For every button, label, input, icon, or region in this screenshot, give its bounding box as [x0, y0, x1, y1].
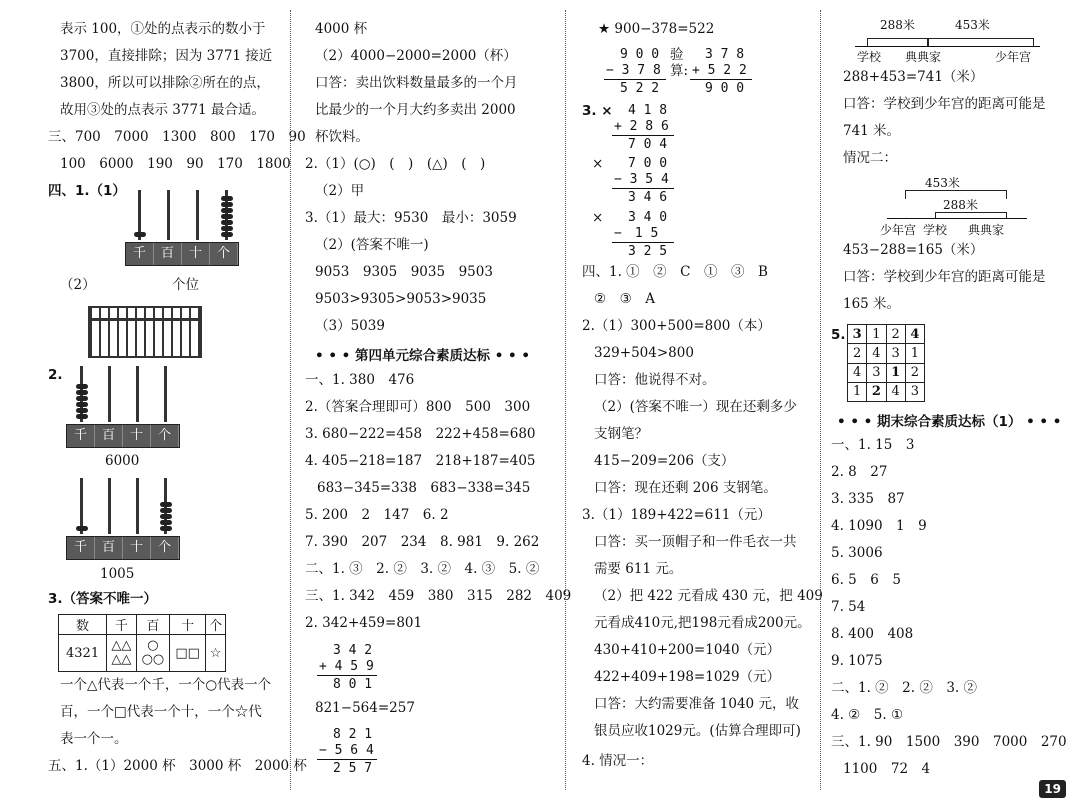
- text-line: 3700，直接排除；因为 3771 接近: [60, 48, 273, 64]
- text-line: （2）: [60, 277, 96, 293]
- text-line: 6. 5 6 5: [831, 572, 901, 588]
- text-line: 元看成410元,把198元看成200元。: [594, 615, 811, 631]
- abacus-label: 千: [67, 425, 95, 447]
- calc-row: − 1 5: [614, 226, 659, 241]
- column-3: [570, 0, 823, 810]
- calc-row: 3 2 5: [628, 244, 668, 259]
- text-line: 7. 390 207 234 8. 981 9. 262: [305, 534, 540, 550]
- text-line: 2.（1）(○) ( ) (△) ( ): [305, 156, 486, 172]
- calc-row: 3 4 0: [628, 210, 668, 225]
- text-line: 2. 342+459=801: [305, 615, 423, 631]
- calc-row: 3 4 2: [333, 643, 373, 658]
- grid-cell: 1: [905, 344, 924, 363]
- text-line: 一、1. 15 3: [831, 437, 915, 453]
- section-title: 第四单元综合素质达标: [355, 348, 490, 364]
- text-line: 四、1. ① ② C ① ③ B: [582, 264, 768, 280]
- text-line: 8. 400 408: [831, 626, 914, 642]
- calc-row: 2 5 7: [333, 761, 373, 776]
- text-line: 杯饮料。: [315, 129, 369, 145]
- text-line: 5.: [831, 327, 846, 343]
- text-line: 288+453=741（米）: [843, 69, 984, 85]
- text-line: 4. 情况一：: [582, 753, 654, 769]
- calc-row: − 3 7 8: [606, 63, 661, 78]
- suanpan-figure: [88, 306, 202, 358]
- table-cell: □□: [170, 635, 206, 672]
- text-line: 453−288=165（米）: [843, 242, 984, 258]
- label: 算:: [670, 63, 689, 79]
- wrong-mark: ×: [592, 156, 604, 172]
- text-line: 9053 9305 9035 9503: [315, 264, 493, 280]
- grid-cell: 4: [886, 382, 905, 401]
- text-line: （2）把 422 元看成 430 元，把 409: [594, 588, 823, 604]
- calc-row: 4 1 8: [628, 103, 668, 118]
- calc-row: + 2 8 6: [614, 119, 669, 134]
- text-line: 1100 72 4: [843, 761, 931, 777]
- diagram-label: 典典家: [968, 223, 1005, 237]
- section-header: • • • 期末综合素质达标（1） • • •: [837, 414, 1062, 430]
- table-header: 千: [107, 615, 137, 635]
- text-line: 需要 611 元。: [594, 561, 683, 577]
- calc-row: + 5 2 2: [692, 63, 747, 78]
- calc-row: 5 2 2: [620, 81, 660, 96]
- abacus-label: 个: [210, 243, 238, 265]
- text-line: 表示 100，①处的点表示的数小于: [60, 21, 266, 37]
- text-line: 支钢笔？: [594, 426, 648, 442]
- calc-row: 7 0 4: [628, 137, 668, 152]
- abacus-label: 个: [151, 537, 179, 559]
- text-line: 二、1. ② 2. ② 3. ②: [831, 680, 978, 696]
- text-line: 一、1. 380 476: [305, 372, 415, 388]
- text-line: 口答：学校到少年宫的距离可能是: [843, 96, 1046, 112]
- text-line: 口答：学校到少年宫的距离可能是: [843, 269, 1046, 285]
- text-line: 口答：卖出饮料数量最多的一个月: [315, 75, 518, 91]
- table-cell: ○ ○○: [136, 635, 169, 672]
- text-line: 4. ② 5. ①: [831, 707, 904, 723]
- diagram-label: 学校: [923, 223, 948, 237]
- text-line: 故用③处的点表示 3771 最合适。: [60, 102, 265, 118]
- abacus-label: 十: [123, 425, 151, 447]
- calc-row: 7 0 0: [628, 156, 668, 171]
- abacus-label: 十: [182, 243, 210, 265]
- text-line: 821−564=257: [315, 700, 415, 716]
- text-line: 2.（1）300+500=800（本）: [582, 318, 771, 334]
- text-line: 口答：买一顶帽子和一件毛衣一共: [594, 534, 797, 550]
- text-line: 5. 3006: [831, 545, 883, 561]
- abacus-label: 百: [95, 425, 123, 447]
- column-4: [825, 0, 1080, 810]
- grid-cell: 3: [848, 325, 867, 344]
- text-line: 情况二：: [843, 150, 897, 166]
- diagram-label: 453米: [955, 18, 990, 32]
- text-line: （2）(答案不唯一): [315, 237, 429, 253]
- table-header: 十: [170, 615, 206, 635]
- text-line: 3. 680−222=458 222+458=680: [305, 426, 536, 442]
- grid-cell: 2: [905, 363, 924, 382]
- text-line: 9503>9305>9053>9035: [315, 291, 487, 307]
- text-line: 三、1. 342 459 380 315 282 409: [305, 588, 572, 604]
- table-cell: 4321: [59, 635, 107, 672]
- text-line: 三、1. 90 1500 390 7000 270: [831, 734, 1067, 750]
- grid-cell: 4: [867, 344, 886, 363]
- grid-cell: 3: [905, 382, 924, 401]
- text-line: 3.（答案不唯一）: [48, 591, 158, 607]
- text-line: （2）甲: [315, 183, 365, 199]
- diagram-label: 453米: [925, 176, 960, 190]
- text-line: 3800，所以可以排除②所在的点，: [60, 75, 270, 91]
- diagram-label: 少年宫: [880, 223, 917, 237]
- calc-row: 3 4 6: [628, 190, 668, 205]
- abacus-label: 百: [95, 537, 123, 559]
- grid-cell: 4: [848, 363, 867, 382]
- section-header: • • • 第四单元综合素质达标 • • •: [315, 348, 530, 364]
- text-line: 1005: [100, 566, 135, 582]
- abacus-label: 十: [123, 537, 151, 559]
- text-line: 415−209=206（支）: [594, 453, 735, 469]
- grid-cell: 2: [886, 325, 905, 344]
- table-header: 数: [59, 615, 107, 635]
- symbol-table: [58, 614, 226, 672]
- table-cell: △△ △△: [107, 635, 137, 672]
- calc-row: − 3 5 4: [614, 172, 669, 187]
- text-line: 5. 200 2 147 6. 2: [305, 507, 449, 523]
- calc-row: − 5 6 4: [319, 743, 374, 758]
- text-line: 2.（答案合理即可）800 500 300: [305, 399, 531, 415]
- text-line: 683−345=338 683−338=345: [317, 480, 531, 496]
- calc-row: 8 0 1: [333, 677, 373, 692]
- text-line: ② ③ A: [594, 291, 655, 307]
- abacus-label: 个: [151, 425, 179, 447]
- text-line: 比最少的一个月大约多卖出 2000: [315, 102, 516, 118]
- diagram-label: 典典家: [905, 50, 942, 64]
- text-line: 一个△代表一个千，一个○代表一个: [60, 677, 272, 693]
- text-line: 741 米。: [843, 123, 901, 139]
- text-line: 3. 335 87: [831, 491, 905, 507]
- text-line: 9. 1075: [831, 653, 883, 669]
- page-number: 19: [1039, 780, 1066, 798]
- text-line: 6000: [105, 453, 140, 469]
- text-line: 五、1.（1）2000 杯 3000 杯 2000 杯: [48, 758, 307, 774]
- grid-cell: 3: [886, 344, 905, 363]
- grid-cell: 2: [867, 382, 886, 401]
- text-line: 4000 杯: [315, 21, 368, 37]
- text-line: 7. 54: [831, 599, 866, 615]
- text-line: 口答：现在还剩 206 支钢笔。: [594, 480, 777, 496]
- text-line: 百，一个□代表一个十，一个☆代: [60, 704, 262, 720]
- table-header: 个: [206, 615, 226, 635]
- grid-cell: 2: [848, 344, 867, 363]
- table-header: 百: [136, 615, 169, 635]
- text-line: 2.: [48, 367, 63, 383]
- calc-row: 9 0 0: [705, 81, 745, 96]
- text-line: 4. 1090 1 9: [831, 518, 927, 534]
- column-divider: [820, 10, 821, 790]
- section-title: 期末综合素质达标（1）: [877, 414, 1022, 430]
- text-line: 3.（1）189+422=611（元）: [582, 507, 771, 523]
- grid-cell: 1: [867, 325, 886, 344]
- text-line: 口答：他说得不对。: [594, 372, 716, 388]
- column-2: [295, 0, 572, 810]
- column-1: [0, 0, 307, 810]
- text-line: 银员应收1029元。(估算合理即可): [594, 723, 801, 739]
- grid-cell: 1: [848, 382, 867, 401]
- diagram-label: 学校: [857, 50, 882, 64]
- text-line: 329+504>800: [594, 345, 694, 361]
- text-line: 四、1.（1）: [48, 183, 126, 199]
- text-line: 二、1. ③ 2. ② 3. ② 4. ③ 5. ②: [305, 561, 540, 577]
- text-line: 3. ×: [582, 103, 613, 119]
- calc-row: + 4 5 9: [319, 659, 374, 674]
- text-line: 三、700 7000 1300 800 170 90: [48, 129, 306, 145]
- abacus-label: 百: [154, 243, 182, 265]
- calc-row: 8 2 1: [333, 727, 373, 742]
- text-line: 2. 8 27: [831, 464, 888, 480]
- grid-cell: 3: [867, 363, 886, 382]
- grid-cell: 4: [905, 325, 924, 344]
- grid-cell: 1: [886, 363, 905, 382]
- calc-row: 3 7 8: [705, 47, 745, 62]
- text-line: （2）4000−2000=2000（杯）: [315, 48, 517, 64]
- table-cell: ☆: [206, 635, 226, 672]
- sudoku-grid: [847, 324, 925, 402]
- text-line: （3）5039: [315, 318, 385, 334]
- text-line: 口答：大约需要准备 1040 元，收: [594, 696, 799, 712]
- text-line: （2）(答案不唯一）现在还剩多少: [594, 399, 797, 415]
- text-line: 3.（1）最大：9530 最小：3059: [305, 210, 517, 226]
- abacus-label: 千: [67, 537, 95, 559]
- units-label: 个位: [172, 277, 199, 293]
- calc-row: 9 0 0: [620, 47, 660, 62]
- abacus-label: 千: [126, 243, 154, 265]
- diagram-label: 288米: [880, 18, 915, 32]
- diagram-label: 少年宫: [995, 50, 1032, 64]
- label: 验: [670, 47, 684, 63]
- text-line: 表一个一。: [60, 731, 128, 747]
- wrong-mark: ×: [592, 210, 604, 226]
- text-line: 100 6000 190 90 170 1800: [60, 156, 291, 172]
- text-line: 165 米。: [843, 296, 901, 312]
- column-divider: [565, 10, 566, 790]
- text-line: 4. 405−218=187 218+187=405: [305, 453, 536, 469]
- text-line: 430+410+200=1040（元）: [594, 642, 781, 658]
- text-line: ★ 900−378=522: [598, 21, 715, 37]
- diagram-label: 288米: [943, 198, 978, 212]
- column-divider: [290, 10, 291, 790]
- text-line: 422+409+198=1029（元）: [594, 669, 781, 685]
